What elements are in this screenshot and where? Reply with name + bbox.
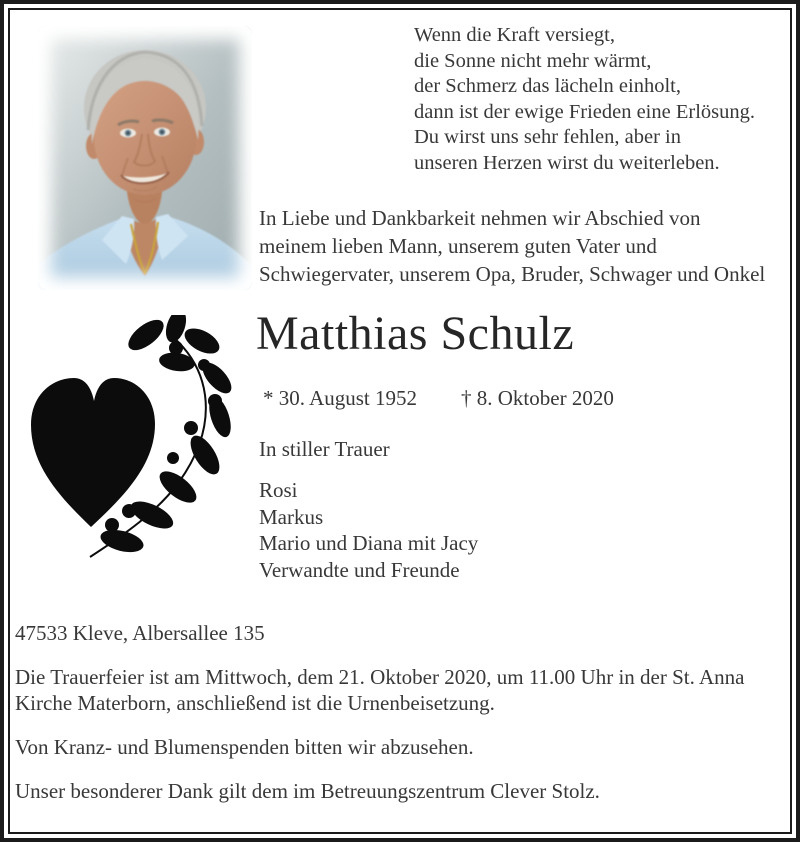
heart-icon	[28, 315, 234, 559]
mourner-name: Rosi	[259, 478, 298, 502]
mourning-label: In stiller Trauer	[259, 437, 390, 461]
mourner-name: Markus	[259, 504, 324, 529]
deceased-name: Matthias Schulz	[256, 307, 575, 360]
poem-block	[414, 23, 755, 176]
poem-line: Wenn die Kraft versiegt,	[414, 24, 615, 46]
poem-line: unseren Herzen wirst du weiterleben.	[414, 151, 720, 174]
thanks-note: Unser besonderer Dank gilt dem im Betreuungszentrum Clever Stolz.	[15, 779, 600, 803]
mourners-list	[259, 477, 478, 583]
ceremony-line: Kirche Materborn, anschließend ist die Urnenbeisetzung.	[15, 691, 495, 715]
poem-line: der Schmerz das lächeln einholt,	[414, 75, 681, 97]
intro-line: meinem lieben Mann, unserem guten Vater und	[259, 234, 657, 258]
birth-date: * 30. August 1952	[263, 386, 418, 410]
mourner-name: Verwandte und Freunde	[259, 557, 460, 582]
poem-line: dann ist der ewige Frieden eine Erlösung.	[414, 100, 756, 123]
farewell-intro	[259, 204, 765, 288]
flowers-note: Von Kranz- und Blumenspenden bitten wir abzusehen.	[15, 735, 474, 759]
poem-line: Du wirst uns sehr fehlen, aber in	[414, 126, 682, 148]
ceremony-line: Die Trauerfeier ist am Mittwoch, dem 21. Oktober 2020, um 11.00 Uhr in der St. Anna	[15, 665, 745, 689]
ceremony-info	[15, 664, 744, 716]
portrait-photo-illustration	[38, 26, 252, 290]
intro-line: In Liebe und Dankbarkeit nehmen wir Abschied von	[259, 206, 701, 230]
poem-line: die Sonne nicht mehr wärmt,	[414, 49, 652, 72]
portrait-photo	[38, 26, 252, 290]
address-line: 47533 Kleve, Albersallee 135	[15, 621, 265, 645]
intro-line: Schwiegervater, unserem Opa, Bruder, Schwager und Onkel	[259, 262, 766, 286]
death-date: † 8. Oktober 2020	[461, 386, 614, 410]
mourner-name: Mario und Diana mit Jacy	[259, 531, 479, 555]
heart-floral-graphic	[28, 315, 234, 559]
